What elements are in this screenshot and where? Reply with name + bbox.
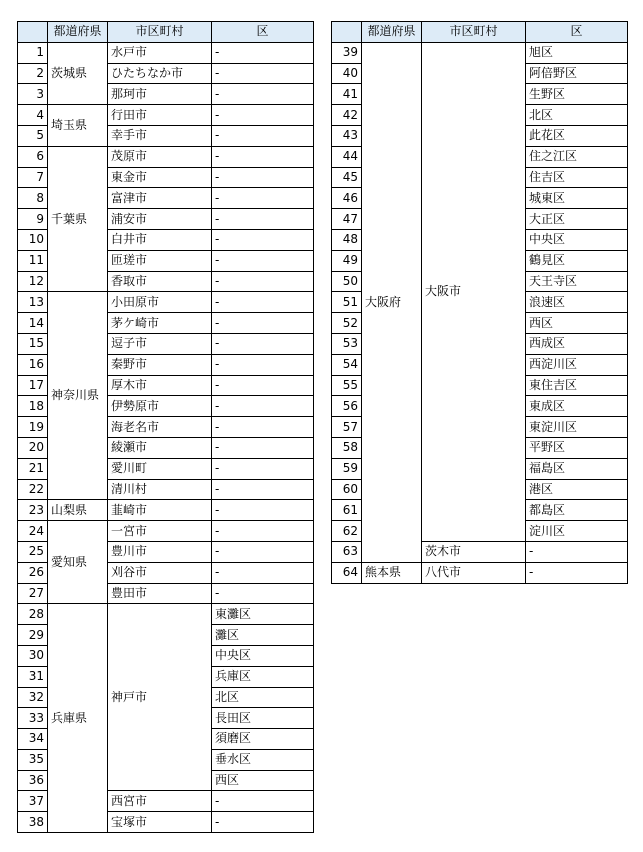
ward-cell: - xyxy=(212,167,314,188)
row-number: 21 xyxy=(18,458,48,479)
municipality-cell: 匝瑳市 xyxy=(108,250,212,271)
ward-cell: - xyxy=(212,521,314,542)
table-row xyxy=(332,562,628,583)
ward-cell: 福島区 xyxy=(526,458,628,479)
ward-cell: - xyxy=(212,229,314,250)
municipality-cell: 海老名市 xyxy=(108,417,212,438)
row-number: 64 xyxy=(332,562,362,583)
ward-cell: - xyxy=(212,313,314,334)
ward-cell: 東灘区 xyxy=(212,604,314,625)
row-number: 31 xyxy=(18,666,48,687)
ward-cell: - xyxy=(212,583,314,604)
ward-cell: - xyxy=(212,105,314,126)
ward-cell: - xyxy=(212,437,314,458)
prefecture-cell: 千葉県 xyxy=(48,146,108,292)
ward-cell: - xyxy=(212,458,314,479)
row-number: 19 xyxy=(18,417,48,438)
ward-cell: - xyxy=(212,146,314,167)
prefecture-cell: 埼玉県 xyxy=(48,105,108,147)
row-number: 61 xyxy=(332,500,362,521)
table-row xyxy=(332,42,628,63)
ward-cell: 西区 xyxy=(212,770,314,791)
ward-cell: 住之江区 xyxy=(526,146,628,167)
municipality-cell: 東金市 xyxy=(108,167,212,188)
ward-cell: - xyxy=(526,562,628,583)
ward-cell: 生野区 xyxy=(526,84,628,105)
ward-cell: - xyxy=(212,417,314,438)
prefecture-cell: 大阪府 xyxy=(362,42,422,562)
ward-cell: 浪速区 xyxy=(526,292,628,313)
ward-cell: 須磨区 xyxy=(212,729,314,750)
ward-cell: 都島区 xyxy=(526,500,628,521)
ward-cell: - xyxy=(526,541,628,562)
row-number: 41 xyxy=(332,84,362,105)
row-number: 25 xyxy=(18,541,48,562)
ward-cell: 鶴見区 xyxy=(526,250,628,271)
municipality-cell: 秦野市 xyxy=(108,354,212,375)
row-number: 18 xyxy=(18,396,48,417)
row-number: 56 xyxy=(332,396,362,417)
ward-cell: - xyxy=(212,562,314,583)
row-number: 62 xyxy=(332,521,362,542)
row-number: 3 xyxy=(18,84,48,105)
ward-cell: 西成区 xyxy=(526,333,628,354)
municipality-cell: 茂原市 xyxy=(108,146,212,167)
row-number: 35 xyxy=(18,749,48,770)
row-number: 33 xyxy=(18,708,48,729)
ward-cell: 中央区 xyxy=(212,645,314,666)
municipality-cell: 刈谷市 xyxy=(108,562,212,583)
row-number: 1 xyxy=(18,42,48,63)
ward-cell: 住吉区 xyxy=(526,167,628,188)
ward-cell: 東成区 xyxy=(526,396,628,417)
row-number: 32 xyxy=(18,687,48,708)
row-number: 13 xyxy=(18,292,48,313)
ward-cell: 平野区 xyxy=(526,437,628,458)
municipality-cell: 八代市 xyxy=(422,562,526,583)
row-number: 38 xyxy=(18,812,48,833)
ward-cell: 淀川区 xyxy=(526,521,628,542)
ward-cell: 北区 xyxy=(526,105,628,126)
municipality-cell: 韮崎市 xyxy=(108,500,212,521)
ward-cell: 天王寺区 xyxy=(526,271,628,292)
row-number: 51 xyxy=(332,292,362,313)
ward-cell: 此花区 xyxy=(526,125,628,146)
row-number: 24 xyxy=(18,521,48,542)
municipality-cell: 大阪市 xyxy=(422,42,526,541)
ward-cell: - xyxy=(212,812,314,833)
row-number: 34 xyxy=(18,729,48,750)
row-number: 15 xyxy=(18,333,48,354)
row-number: 57 xyxy=(332,417,362,438)
row-number: 16 xyxy=(18,354,48,375)
municipality-cell: 豊田市 xyxy=(108,583,212,604)
row-number: 39 xyxy=(332,42,362,63)
row-number: 58 xyxy=(332,437,362,458)
ward-cell: 兵庫区 xyxy=(212,666,314,687)
ward-cell: 東淀川区 xyxy=(526,417,628,438)
row-number: 49 xyxy=(332,250,362,271)
ward-cell: 中央区 xyxy=(526,229,628,250)
municipality-cell: ひたちなか市 xyxy=(108,63,212,84)
table-row xyxy=(18,105,314,126)
municipality-cell: 幸手市 xyxy=(108,125,212,146)
ward-cell: 西区 xyxy=(526,313,628,334)
row-number: 5 xyxy=(18,125,48,146)
municipality-cell: 綾瀬市 xyxy=(108,437,212,458)
municipality-cell: 一宮市 xyxy=(108,521,212,542)
municipality-cell: 茨木市 xyxy=(422,541,526,562)
prefecture-cell: 茨城県 xyxy=(48,42,108,104)
header-row xyxy=(332,22,628,43)
table-row xyxy=(18,42,314,63)
ward-cell: 城東区 xyxy=(526,188,628,209)
row-number: 53 xyxy=(332,333,362,354)
ward-cell: - xyxy=(212,209,314,230)
row-number: 43 xyxy=(332,125,362,146)
municipality-cell: 清川村 xyxy=(108,479,212,500)
municipality-cell: 白井市 xyxy=(108,229,212,250)
row-number: 17 xyxy=(18,375,48,396)
row-number: 60 xyxy=(332,479,362,500)
row-number: 9 xyxy=(18,209,48,230)
row-number: 22 xyxy=(18,479,48,500)
municipality-cell: 伊勢原市 xyxy=(108,396,212,417)
header-prefecture: 都道府県 xyxy=(48,22,108,43)
ward-cell: - xyxy=(212,63,314,84)
row-number: 10 xyxy=(18,229,48,250)
row-number: 54 xyxy=(332,354,362,375)
table-row xyxy=(18,521,314,542)
prefecture-cell: 山梨県 xyxy=(48,500,108,521)
row-number: 59 xyxy=(332,458,362,479)
row-number: 2 xyxy=(18,63,48,84)
ward-cell: 阿倍野区 xyxy=(526,63,628,84)
header-prefecture: 都道府県 xyxy=(362,22,422,43)
header-ward: 区 xyxy=(526,22,628,43)
row-number: 27 xyxy=(18,583,48,604)
ward-cell: - xyxy=(212,396,314,417)
ward-cell: 灘区 xyxy=(212,625,314,646)
municipality-cell: 愛川町 xyxy=(108,458,212,479)
row-number: 46 xyxy=(332,188,362,209)
municipality-cell: 茅ケ崎市 xyxy=(108,313,212,334)
row-number: 36 xyxy=(18,770,48,791)
municipality-cell: 逗子市 xyxy=(108,333,212,354)
header-municipality: 市区町村 xyxy=(422,22,526,43)
municipality-cell: 神戸市 xyxy=(108,604,212,791)
corner-cell xyxy=(332,22,362,43)
row-number: 55 xyxy=(332,375,362,396)
ward-cell: - xyxy=(212,791,314,812)
table-row xyxy=(18,500,314,521)
row-number: 52 xyxy=(332,313,362,334)
left-table-body xyxy=(18,42,314,832)
row-number: 29 xyxy=(18,625,48,646)
row-number: 28 xyxy=(18,604,48,625)
ward-cell: - xyxy=(212,188,314,209)
ward-cell: 西淀川区 xyxy=(526,354,628,375)
municipality-cell: 宝塚市 xyxy=(108,812,212,833)
ward-cell: - xyxy=(212,271,314,292)
ward-cell: 港区 xyxy=(526,479,628,500)
row-number: 47 xyxy=(332,209,362,230)
ward-cell: 東住吉区 xyxy=(526,375,628,396)
row-number: 44 xyxy=(332,146,362,167)
municipality-cell: 水戸市 xyxy=(108,42,212,63)
right-table xyxy=(331,21,628,584)
ward-cell: - xyxy=(212,500,314,521)
ward-cell: 大正区 xyxy=(526,209,628,230)
row-number: 20 xyxy=(18,437,48,458)
ward-cell: - xyxy=(212,250,314,271)
ward-cell: - xyxy=(212,84,314,105)
row-number: 23 xyxy=(18,500,48,521)
ward-cell: - xyxy=(212,541,314,562)
municipality-cell: 香取市 xyxy=(108,271,212,292)
municipality-cell: 那珂市 xyxy=(108,84,212,105)
prefecture-cell: 熊本県 xyxy=(362,562,422,583)
row-number: 40 xyxy=(332,63,362,84)
ward-cell: - xyxy=(212,479,314,500)
row-number: 8 xyxy=(18,188,48,209)
ward-cell: 旭区 xyxy=(526,42,628,63)
header-ward: 区 xyxy=(212,22,314,43)
ward-cell: - xyxy=(212,125,314,146)
row-number: 30 xyxy=(18,645,48,666)
row-number: 4 xyxy=(18,105,48,126)
row-number: 6 xyxy=(18,146,48,167)
municipality-cell: 小田原市 xyxy=(108,292,212,313)
header-municipality: 市区町村 xyxy=(108,22,212,43)
row-number: 42 xyxy=(332,105,362,126)
municipality-cell: 富津市 xyxy=(108,188,212,209)
row-number: 37 xyxy=(18,791,48,812)
row-number: 26 xyxy=(18,562,48,583)
prefecture-cell: 愛知県 xyxy=(48,521,108,604)
prefecture-cell: 兵庫県 xyxy=(48,604,108,833)
municipality-cell: 厚木市 xyxy=(108,375,212,396)
header-row xyxy=(18,22,314,43)
municipality-cell: 浦安市 xyxy=(108,209,212,230)
municipality-cell: 行田市 xyxy=(108,105,212,126)
ward-cell: 長田区 xyxy=(212,708,314,729)
row-number: 63 xyxy=(332,541,362,562)
row-number: 50 xyxy=(332,271,362,292)
prefecture-cell: 神奈川県 xyxy=(48,292,108,500)
left-table xyxy=(17,21,314,833)
table-row xyxy=(18,292,314,313)
corner-cell xyxy=(18,22,48,43)
row-number: 45 xyxy=(332,167,362,188)
row-number: 12 xyxy=(18,271,48,292)
ward-cell: - xyxy=(212,292,314,313)
municipality-cell: 豊川市 xyxy=(108,541,212,562)
ward-cell: - xyxy=(212,42,314,63)
municipality-cell: 西宮市 xyxy=(108,791,212,812)
row-number: 11 xyxy=(18,250,48,271)
ward-cell: 垂水区 xyxy=(212,749,314,770)
ward-cell: - xyxy=(212,375,314,396)
table-row xyxy=(18,146,314,167)
ward-cell: - xyxy=(212,354,314,375)
row-number: 14 xyxy=(18,313,48,334)
ward-cell: 北区 xyxy=(212,687,314,708)
row-number: 48 xyxy=(332,229,362,250)
row-number: 7 xyxy=(18,167,48,188)
ward-cell: - xyxy=(212,333,314,354)
table-row xyxy=(18,604,314,625)
right-table-body xyxy=(332,42,628,583)
